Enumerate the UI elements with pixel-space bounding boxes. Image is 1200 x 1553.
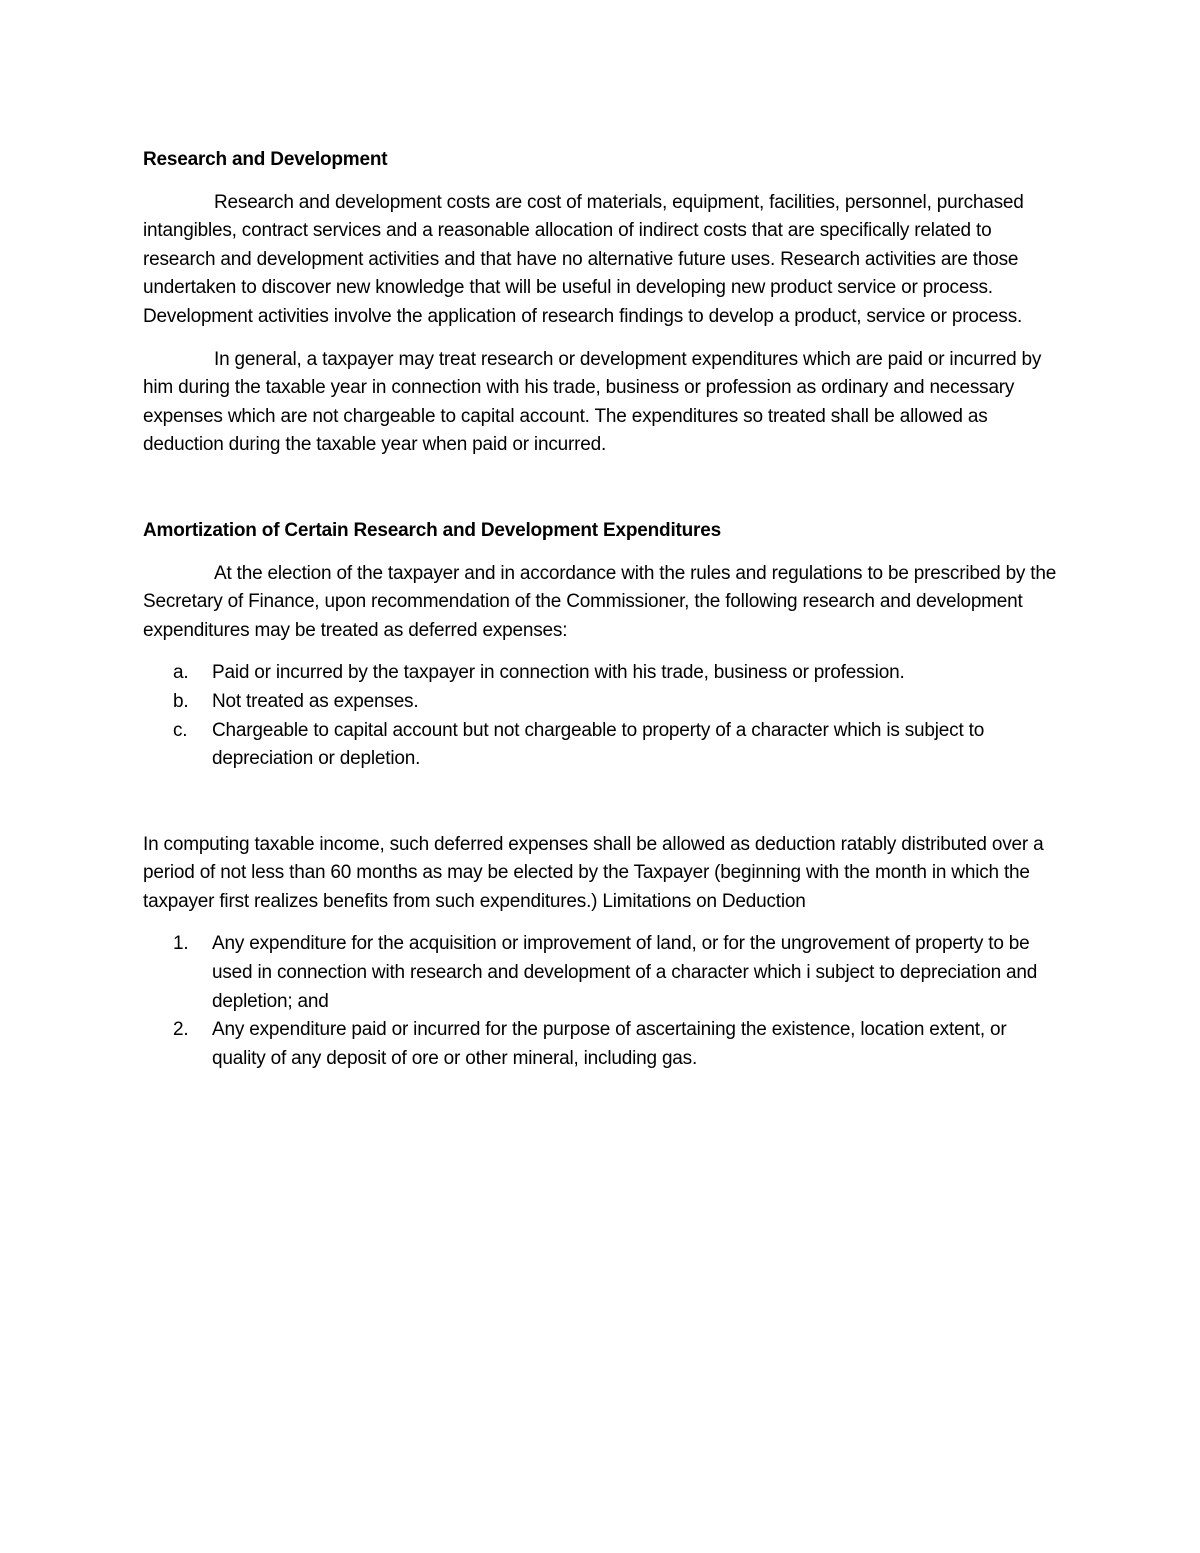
heading-amortization: Amortization of Certain Research and Development Expenditures bbox=[143, 519, 721, 541]
deferred-expenses-list bbox=[143, 659, 1057, 773]
list-item-a bbox=[143, 659, 1057, 688]
list-item-text-a: Paid or incurred by the taxpayer in connection with his trade, business or profession. bbox=[212, 662, 905, 684]
document-page bbox=[143, 146, 1057, 1087]
list-item-c bbox=[143, 717, 1057, 774]
list-item-text-1: Any expenditure for the acquisition or improvement of land, or for the ungrovement of property to be used in connection with research and development of a character which i subject to depreciation and depletion; and bbox=[212, 933, 1038, 1012]
list-marker-1: 1. bbox=[173, 933, 189, 955]
paragraph-general-rule: In general, a taxpayer may treat research or development expenditures which are paid or incurred by him during the taxable year in connection with his trade, business or profession as ordinary and necessary expenses which are not chargeable to capital account. The expenditures so treated shall be allowed as deduction during the taxable year when paid or incurred. bbox=[143, 348, 1042, 456]
list-item-2 bbox=[143, 1016, 1057, 1073]
list-item-text-c: Chargeable to capital account but not chargeable to property of a character which is subject to depreciation or depletion. bbox=[212, 719, 985, 770]
paragraph-election: At the election of the taxpayer and in accordance with the rules and regulations to be prescribed by the Secretary of Finance, upon recommendation of the Commissioner, the following research and development expenditures may be treated as deferred expenses: bbox=[143, 562, 1057, 641]
list-item-text-2: Any expenditure paid or incurred for the purpose of ascertaining the existence, location extent, or quality of any deposit of ore or other mineral, including gas. bbox=[212, 1019, 1007, 1069]
list-marker-a: a. bbox=[173, 662, 189, 684]
paragraph-computing-income: In computing taxable income, such deferred expenses shall be allowed as deduction ratably distributed over a period of not less than 60 months as may be elected by the Taxpayer (beginning with the month in which the taxpayer first realizes benefits from such expenditures.) Limitations on Deduction bbox=[143, 833, 1044, 912]
paragraph-rd-definition: Research and development costs are cost of materials, equipment, facilities, personnel, purchased intangibles, contract services and a reasonable allocation of indirect costs that are specifically related to research and development activities and that have no alternative future uses. Research activities are those undertaken to discover new knowledge that will be useful in developing new product service or process. Development activities involve the application of research findings to develop a product, service or process. bbox=[143, 191, 1024, 327]
list-item-text-b: Not treated as expenses. bbox=[212, 690, 419, 712]
list-item-b bbox=[143, 688, 1057, 717]
blank-line bbox=[143, 788, 1057, 831]
blank-line bbox=[143, 474, 1057, 517]
limitations-list bbox=[143, 930, 1057, 1073]
heading-research-and-development: Research and Development bbox=[143, 149, 388, 170]
list-marker-2: 2. bbox=[173, 1019, 189, 1041]
list-marker-c: c. bbox=[173, 719, 188, 741]
list-marker-b: b. bbox=[173, 690, 189, 712]
list-item-1 bbox=[143, 930, 1057, 1016]
